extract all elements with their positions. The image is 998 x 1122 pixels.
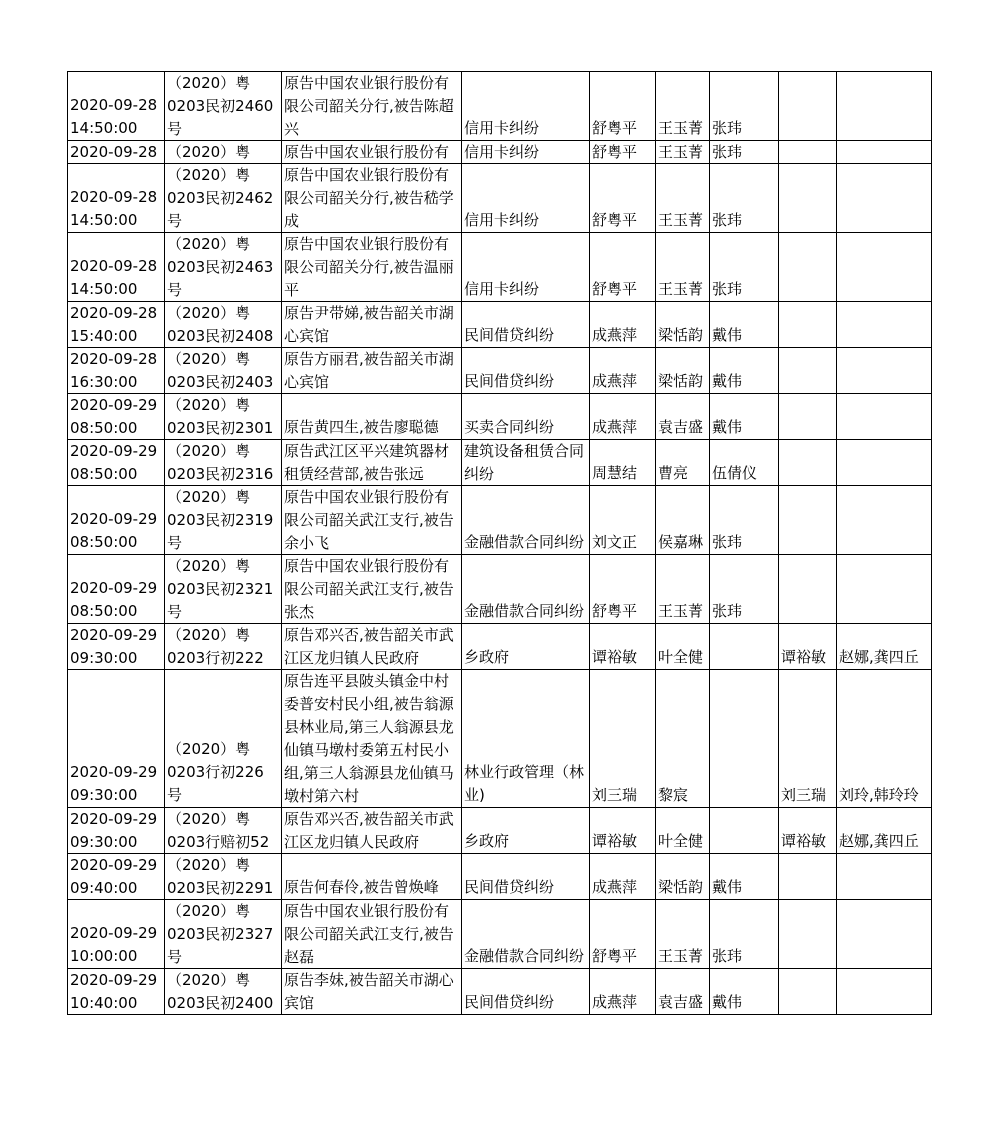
- panel-members-cell: [837, 348, 932, 394]
- assessor-cell: 张玮: [710, 900, 779, 969]
- case-cause-cell: 金融借款合同纠纷: [462, 900, 590, 969]
- parties-cell: 原告连平县陂头镇金中村委普安村民小组,被告翁源县林业局,第三人翁源县龙仙镇马墩村委第五村民小组,第三人翁源县龙仙镇马墩村第六村: [282, 670, 462, 808]
- presiding-judge-cell: 谭裕敏: [590, 808, 656, 854]
- table-row: [68, 969, 932, 1015]
- panel-judge-cell: [779, 233, 837, 302]
- assessor-cell: [710, 808, 779, 854]
- table-row: [68, 555, 932, 624]
- case-cause-cell: 民间借贷纠纷: [462, 302, 590, 348]
- clerk-cell: 王玉菁: [656, 72, 710, 141]
- table-row: [68, 808, 932, 854]
- presiding-judge-cell: 成燕萍: [590, 394, 656, 440]
- panel-judge-cell: [779, 969, 837, 1015]
- parties-cell: 原告尹带娣,被告韶关市湖心宾馆: [282, 302, 462, 348]
- assessor-cell: 张玮: [710, 555, 779, 624]
- panel-judge-cell: [779, 348, 837, 394]
- panel-members-cell: [837, 302, 932, 348]
- presiding-judge-cell: 舒粤平: [590, 233, 656, 302]
- case-number-cell: （2020）粤 0203行初226 号: [165, 670, 282, 808]
- parties-cell: 原告黄四生,被告廖聪德: [282, 394, 462, 440]
- assessor-cell: 伍倩仪: [710, 440, 779, 486]
- presiding-judge-cell: 舒粤平: [590, 555, 656, 624]
- case-number-cell: （2020）粤 0203民初2462 号: [165, 164, 282, 233]
- presiding-judge-cell: 成燕萍: [590, 854, 656, 900]
- clerk-cell: 袁吉盛: [656, 969, 710, 1015]
- table-row: [68, 348, 932, 394]
- hearing-time-cell: 2020-09-28: [68, 141, 165, 164]
- clerk-cell: 王玉菁: [656, 141, 710, 164]
- hearing-time-cell: 2020-09-29 09:30:00: [68, 808, 165, 854]
- case-cause-cell: 金融借款合同纠纷: [462, 486, 590, 555]
- case-cause-cell: 买卖合同纠纷: [462, 394, 590, 440]
- case-cause-cell: 信用卡纠纷: [462, 72, 590, 141]
- hearing-time-cell: 2020-09-28 14:50:00: [68, 233, 165, 302]
- case-cause-cell: 林业行政管理（林业): [462, 670, 590, 808]
- panel-members-cell: [837, 900, 932, 969]
- panel-members-cell: [837, 394, 932, 440]
- parties-cell: 原告中国农业银行股份有限公司韶关分行,被告陈超兴: [282, 72, 462, 141]
- hearing-time-cell: 2020-09-29 08:50:00: [68, 440, 165, 486]
- panel-judge-cell: 谭裕敏: [779, 808, 837, 854]
- clerk-cell: 王玉菁: [656, 233, 710, 302]
- case-cause-cell: 金融借款合同纠纷: [462, 555, 590, 624]
- clerk-cell: 王玉菁: [656, 164, 710, 233]
- parties-cell: 原告中国农业银行股份有: [282, 141, 462, 164]
- table-row: [68, 486, 932, 555]
- table-row: [68, 302, 932, 348]
- case-number-cell: （2020）粤: [165, 141, 282, 164]
- case-cause-cell: 民间借贷纠纷: [462, 348, 590, 394]
- parties-cell: 原告中国农业银行股份有限公司韶关分行,被告嵇学成: [282, 164, 462, 233]
- panel-members-cell: 刘玲,韩玲玲: [837, 670, 932, 808]
- panel-members-cell: [837, 555, 932, 624]
- clerk-cell: 王玉菁: [656, 555, 710, 624]
- assessor-cell: 张玮: [710, 164, 779, 233]
- panel-judge-cell: [779, 486, 837, 555]
- clerk-cell: 曹亮: [656, 440, 710, 486]
- clerk-cell: 王玉菁: [656, 900, 710, 969]
- panel-judge-cell: [779, 555, 837, 624]
- panel-members-cell: 赵娜,龚四丘: [837, 808, 932, 854]
- panel-members-cell: 赵娜,龚四丘: [837, 624, 932, 670]
- hearing-time-cell: 2020-09-29 10:40:00: [68, 969, 165, 1015]
- assessor-cell: 戴伟: [710, 394, 779, 440]
- panel-members-cell: [837, 164, 932, 233]
- presiding-judge-cell: 成燕萍: [590, 302, 656, 348]
- case-number-cell: （2020）粤 0203民初2327 号: [165, 900, 282, 969]
- hearing-time-cell: 2020-09-29 08:50:00: [68, 486, 165, 555]
- presiding-judge-cell: 谭裕敏: [590, 624, 656, 670]
- case-cause-cell: 信用卡纠纷: [462, 233, 590, 302]
- case-cause-cell: 信用卡纠纷: [462, 141, 590, 164]
- clerk-cell: 黎宸: [656, 670, 710, 808]
- parties-cell: 原告何春伶,被告曾焕峰: [282, 854, 462, 900]
- clerk-cell: 袁吉盛: [656, 394, 710, 440]
- clerk-cell: 梁恬韵: [656, 854, 710, 900]
- presiding-judge-cell: 成燕萍: [590, 348, 656, 394]
- hearing-schedule-table: [67, 71, 932, 1015]
- assessor-cell: 张玮: [710, 141, 779, 164]
- table-row: [68, 141, 932, 164]
- table-row: [68, 440, 932, 486]
- clerk-cell: 叶全健: [656, 624, 710, 670]
- assessor-cell: 张玮: [710, 72, 779, 141]
- assessor-cell: 戴伟: [710, 302, 779, 348]
- hearing-time-cell: 2020-09-28 16:30:00: [68, 348, 165, 394]
- parties-cell: 原告李妹,被告韶关市湖心宾馆: [282, 969, 462, 1015]
- hearing-time-cell: 2020-09-29 09:30:00: [68, 670, 165, 808]
- panel-judge-cell: 谭裕敏: [779, 624, 837, 670]
- panel-judge-cell: [779, 141, 837, 164]
- case-cause-cell: 信用卡纠纷: [462, 164, 590, 233]
- parties-cell: 原告邓兴否,被告韶关市武江区龙归镇人民政府: [282, 624, 462, 670]
- case-number-cell: （2020）粤 0203民初2463 号: [165, 233, 282, 302]
- panel-members-cell: [837, 233, 932, 302]
- case-number-cell: （2020）粤 0203民初2319 号: [165, 486, 282, 555]
- presiding-judge-cell: 刘三瑞: [590, 670, 656, 808]
- presiding-judge-cell: 刘文正: [590, 486, 656, 555]
- parties-cell: 原告中国农业银行股份有限公司韶关武江支行,被告赵磊: [282, 900, 462, 969]
- hearing-time-cell: 2020-09-29 08:50:00: [68, 555, 165, 624]
- hearing-time-cell: 2020-09-29 08:50:00: [68, 394, 165, 440]
- panel-members-cell: [837, 440, 932, 486]
- table-row: [68, 233, 932, 302]
- assessor-cell: 戴伟: [710, 969, 779, 1015]
- parties-cell: 原告方丽君,被告韶关市湖心宾馆: [282, 348, 462, 394]
- presiding-judge-cell: 舒粤平: [590, 900, 656, 969]
- panel-judge-cell: [779, 854, 837, 900]
- assessor-cell: [710, 670, 779, 808]
- parties-cell: 原告中国农业银行股份有限公司韶关武江支行,被告张杰: [282, 555, 462, 624]
- hearing-time-cell: 2020-09-28 14:50:00: [68, 164, 165, 233]
- case-number-cell: （2020）粤 0203民初2291: [165, 854, 282, 900]
- panel-members-cell: [837, 969, 932, 1015]
- parties-cell: 原告中国农业银行股份有限公司韶关分行,被告温丽平: [282, 233, 462, 302]
- table-row: [68, 394, 932, 440]
- panel-judge-cell: [779, 164, 837, 233]
- table-row: [68, 164, 932, 233]
- case-cause-cell: 乡政府: [462, 624, 590, 670]
- hearing-time-cell: 2020-09-28 15:40:00: [68, 302, 165, 348]
- case-number-cell: （2020）粤 0203民初2301: [165, 394, 282, 440]
- case-number-cell: （2020）粤 0203民初2321 号: [165, 555, 282, 624]
- table-body: [68, 72, 932, 1015]
- clerk-cell: 梁恬韵: [656, 348, 710, 394]
- panel-members-cell: [837, 854, 932, 900]
- panel-judge-cell: 刘三瑞: [779, 670, 837, 808]
- hearing-time-cell: 2020-09-29 09:40:00: [68, 854, 165, 900]
- case-cause-cell: 乡政府: [462, 808, 590, 854]
- panel-judge-cell: [779, 72, 837, 141]
- case-cause-cell: 民间借贷纠纷: [462, 969, 590, 1015]
- presiding-judge-cell: 周慧结: [590, 440, 656, 486]
- table-row: [68, 72, 932, 141]
- table-row: [68, 624, 932, 670]
- case-number-cell: （2020）粤 0203行初222: [165, 624, 282, 670]
- panel-members-cell: [837, 141, 932, 164]
- case-number-cell: （2020）粤 0203行赔初52: [165, 808, 282, 854]
- panel-judge-cell: [779, 900, 837, 969]
- assessor-cell: 张玮: [710, 233, 779, 302]
- parties-cell: 原告武江区平兴建筑器材租赁经营部,被告张远: [282, 440, 462, 486]
- clerk-cell: 梁恬韵: [656, 302, 710, 348]
- presiding-judge-cell: 舒粤平: [590, 141, 656, 164]
- clerk-cell: 叶全健: [656, 808, 710, 854]
- clerk-cell: 侯嘉琳: [656, 486, 710, 555]
- table-row: [68, 854, 932, 900]
- case-number-cell: （2020）粤 0203民初2408: [165, 302, 282, 348]
- table-row: [68, 670, 932, 808]
- case-cause-cell: 建筑设备租赁合同纠纷: [462, 440, 590, 486]
- hearing-time-cell: 2020-09-28 14:50:00: [68, 72, 165, 141]
- panel-judge-cell: [779, 302, 837, 348]
- hearing-time-cell: 2020-09-29 09:30:00: [68, 624, 165, 670]
- parties-cell: 原告中国农业银行股份有限公司韶关武江支行,被告余小飞: [282, 486, 462, 555]
- assessor-cell: 戴伟: [710, 348, 779, 394]
- case-number-cell: （2020）粤 0203民初2316: [165, 440, 282, 486]
- case-number-cell: （2020）粤 0203民初2460 号: [165, 72, 282, 141]
- table-row: [68, 900, 932, 969]
- presiding-judge-cell: 舒粤平: [590, 164, 656, 233]
- case-cause-cell: 民间借贷纠纷: [462, 854, 590, 900]
- panel-members-cell: [837, 72, 932, 141]
- assessor-cell: [710, 624, 779, 670]
- parties-cell: 原告邓兴否,被告韶关市武江区龙归镇人民政府: [282, 808, 462, 854]
- presiding-judge-cell: 舒粤平: [590, 72, 656, 141]
- assessor-cell: 张玮: [710, 486, 779, 555]
- panel-judge-cell: [779, 394, 837, 440]
- hearing-time-cell: 2020-09-29 10:00:00: [68, 900, 165, 969]
- presiding-judge-cell: 成燕萍: [590, 969, 656, 1015]
- case-number-cell: （2020）粤 0203民初2403: [165, 348, 282, 394]
- panel-judge-cell: [779, 440, 837, 486]
- case-number-cell: （2020）粤 0203民初2400: [165, 969, 282, 1015]
- panel-members-cell: [837, 486, 932, 555]
- assessor-cell: 戴伟: [710, 854, 779, 900]
